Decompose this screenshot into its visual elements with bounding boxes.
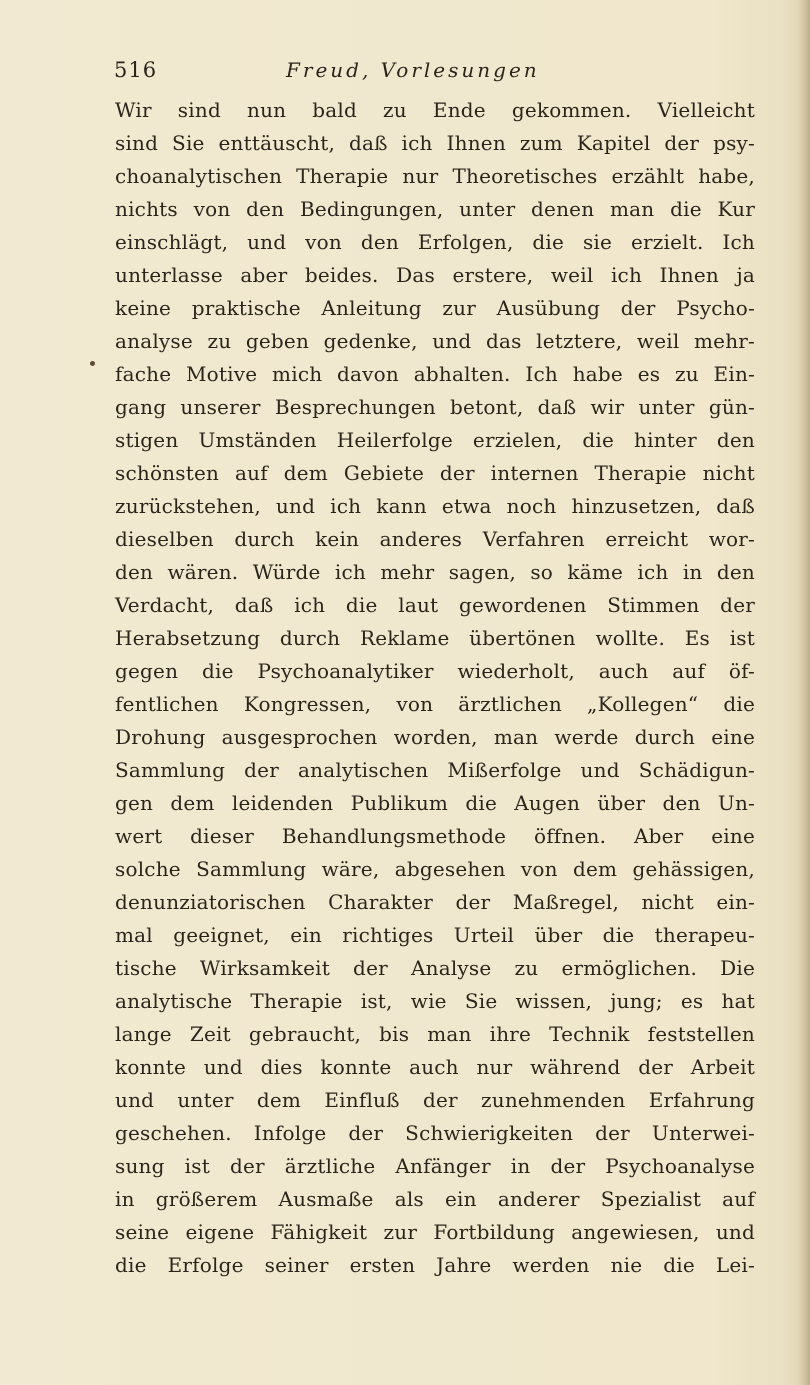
text-line: lange Zeit gebraucht, bis man ihre Technik feststellen [115,1022,755,1046]
page-number: 516 [114,58,158,82]
text-line: Verdacht, daß ich die laut gewordenen Stimmen der [115,593,755,617]
text-line: analyse zu geben gedenke, und das letztere, weil mehr- [115,329,755,353]
text-line: gen dem leidenden Publikum die Augen über den Un- [115,791,755,815]
text-line: Sammlung der analytischen Mißerfolge und Schädigun- [115,758,755,782]
text-line: nichts von den Bedingungen, unter denen man die Kur [115,197,755,221]
text-line: und unter dem Einfluß der zunehmenden Erfahrung [115,1088,755,1112]
text-line: tische Wirksamkeit der Analyse zu ermöglichen. Die [115,956,755,980]
text-line: seine eigene Fähigkeit zur Fortbildung angewiesen, und [115,1220,755,1244]
text-line: schönsten auf dem Gebiete der internen Therapie nicht [115,461,755,485]
text-line: zurückstehen, und ich kann etwa noch hinzusetzen, daß [115,494,755,518]
text-line: denunziatorischen Charakter der Maßregel, nicht ein- [115,890,755,914]
body-text [115,94,755,1282]
text-line: wert dieser Behandlungsmethode öffnen. Aber eine [115,824,755,848]
margin-mark [90,361,95,366]
text-line: analytische Therapie ist, wie Sie wissen, jung; es hat [115,989,755,1013]
text-line: konnte und dies konnte auch nur während der Arbeit [115,1055,755,1079]
text-line: gegen die Psychoanalytiker wiederholt, auch auf öf- [115,659,755,683]
text-line: fentlichen Kongressen, von ärztlichen „Kollegen“ die [115,692,755,716]
text-line: sung ist der ärztliche Anfänger in der Psychoanalyse [115,1154,755,1178]
page-edge-shadow [798,0,810,1385]
text-line: keine praktische Anleitung zur Ausübung der Psycho- [115,296,755,320]
text-line: stigen Umständen Heilerfolge erzielen, die hinter den [115,428,755,452]
text-line: die Erfolge seiner ersten Jahre werden nie die Lei- [115,1253,755,1277]
text-line: mal geeignet, ein richtiges Urteil über die therapeu- [115,923,755,947]
text-line: geschehen. Infolge der Schwierigkeiten der Unterwei- [115,1121,755,1145]
running-head: Freud, Vorlesungen [286,58,540,82]
text-line: Drohung ausgesprochen worden, man werde durch eine [115,725,755,749]
text-line: Wir sind nun bald zu Ende gekommen. Vielleicht [115,98,755,122]
page-header [114,58,754,90]
text-line: unterlasse aber beides. Das erstere, weil ich Ihnen ja [115,263,755,287]
text-line: einschlägt, und von den Erfolgen, die sie erzielt. Ich [115,230,755,254]
text-line: Herabsetzung durch Reklame übertönen wollte. Es ist [115,626,755,650]
text-line: in größerem Ausmaße als ein anderer Spezialist auf [115,1187,755,1211]
text-line: gang unserer Besprechungen betont, daß wir unter gün- [115,395,755,419]
text-line: den wären. Würde ich mehr sagen, so käme ich in den [115,560,755,584]
text-line: solche Sammlung wäre, abgesehen von dem gehässigen, [115,857,755,881]
text-line: sind Sie enttäuscht, daß ich Ihnen zum Kapitel der psy- [115,131,755,155]
text-line: choanalytischen Therapie nur Theoretisches erzählt habe, [115,164,755,188]
text-line: fache Motive mich davon abhalten. Ich habe es zu Ein- [115,362,755,386]
text-line: dieselben durch kein anderes Verfahren erreicht wor- [115,527,755,551]
